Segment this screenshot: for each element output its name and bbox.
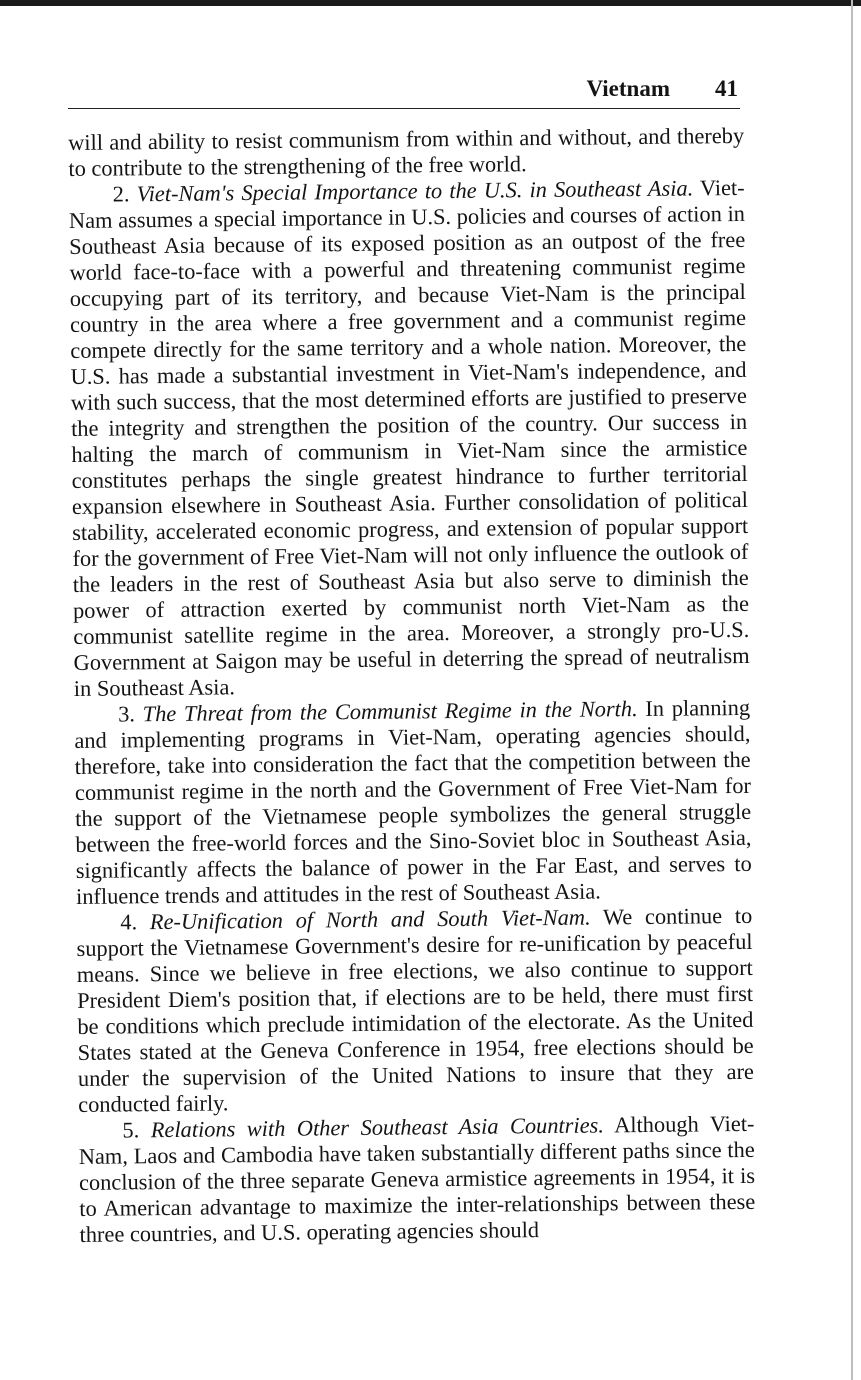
- paragraph-heading: Viet-Nam's Special Importance to the U.S. in Southeast Asia.: [136, 175, 694, 207]
- paragraph-text: We continue to support the Vietnamese Government's desire for re-unification by peaceful means. Since we believe in free elections, we also continue to support President Diem's position that, if elections are to be held, there must first be conditions which preclude intimidation of the electorate. As the United States stated at the Geneva Conference in 1954, free elections should be under the supervision of the United Nations to insure that they are conducted fairly.: [76, 902, 755, 1117]
- paragraph-3-communist-threat: [74, 695, 752, 910]
- page-top-border: [0, 0, 861, 6]
- page-right-edge: [851, 0, 853, 1380]
- paragraph-heading: Re-Unification of North and South Viet-Nam.: [149, 904, 591, 935]
- body-text: [68, 123, 756, 1248]
- paragraph-4-re-unification: [76, 903, 754, 1118]
- paragraph-number: 4.: [120, 909, 138, 935]
- paragraph-number: 5.: [122, 1117, 140, 1143]
- page-number: 41: [715, 76, 738, 101]
- paragraph-text: In planning and implementing programs in Viet-Nam, operating agencies should, therefore, take into consideration the fact that the competition between the communist regime in the north and the Government of Free Viet-Nam for the support of the Vietnamese people symbolizes the general struggle between the free-world forces and the Sino-Soviet bloc in Southeast Asia, significantly affects the balance of power in the Far East, and serves to influence trends and attitudes in the rest of Southeast Asia.: [74, 694, 752, 909]
- paragraph-text: Although Viet-Nam, Laos and Cambodia have taken substantially different paths since the conclusion of the three separate Geneva armistice agreements in 1954, it is to American advantage to maximize the inter-relationships between these three countries, and U.S. operating agencies should: [78, 1110, 756, 1247]
- paragraph-5-relations: [78, 1111, 755, 1248]
- paragraph-text: will and ability to resist communism from within and without, and thereby to contribute to the strengthening of the free world.: [68, 122, 745, 181]
- paragraph-2-special-importance: [69, 175, 750, 702]
- paragraph-text: Viet-Nam assumes a special importance in U.S. policies and courses of action in Southeast Asia because of its exposed position as an outpost of the free world face-to-face with a powerful and threatening communist regime occupying part of its territory, and because Viet-Nam is the principal country in the area where a free government and a communist regime compete directly for the same territory and a whole nation. Moreover, the U.S. has made a substantial investment in Viet-Nam's independence, and with such success, that the most determined efforts are justified to preserve the integrity and strengthen the position of the country. Our success in halting the march of communism in Viet-Nam since the armistice constitutes perhaps the single greatest hindrance to further territorial expansion elsewhere in Southeast Asia. Further consolidation of political stability, accelerated economic progress, and extension of popular support for the government of Free Viet-Nam will not only influence the outlook of the leaders in the rest of Southeast Asia but also serve to diminish the power of attraction exerted by communist north Viet-Nam as the communist satellite regime in the area. Moreover, a strongly pro-U.S. Government at Saigon may be useful in deterring the spread of neutralism in Southeast Asia.: [68, 174, 750, 701]
- paragraph-heading: Relations with Other Southeast Asia Countries.: [150, 1112, 605, 1143]
- paragraph-continued: [68, 123, 745, 182]
- paragraph-number: 2.: [112, 181, 130, 207]
- paragraph-number: 3.: [117, 701, 136, 727]
- running-head-title: Vietnam: [586, 76, 670, 101]
- running-head: [68, 76, 740, 109]
- paragraph-heading: The Threat from the Communist Regime in the North.: [142, 696, 638, 727]
